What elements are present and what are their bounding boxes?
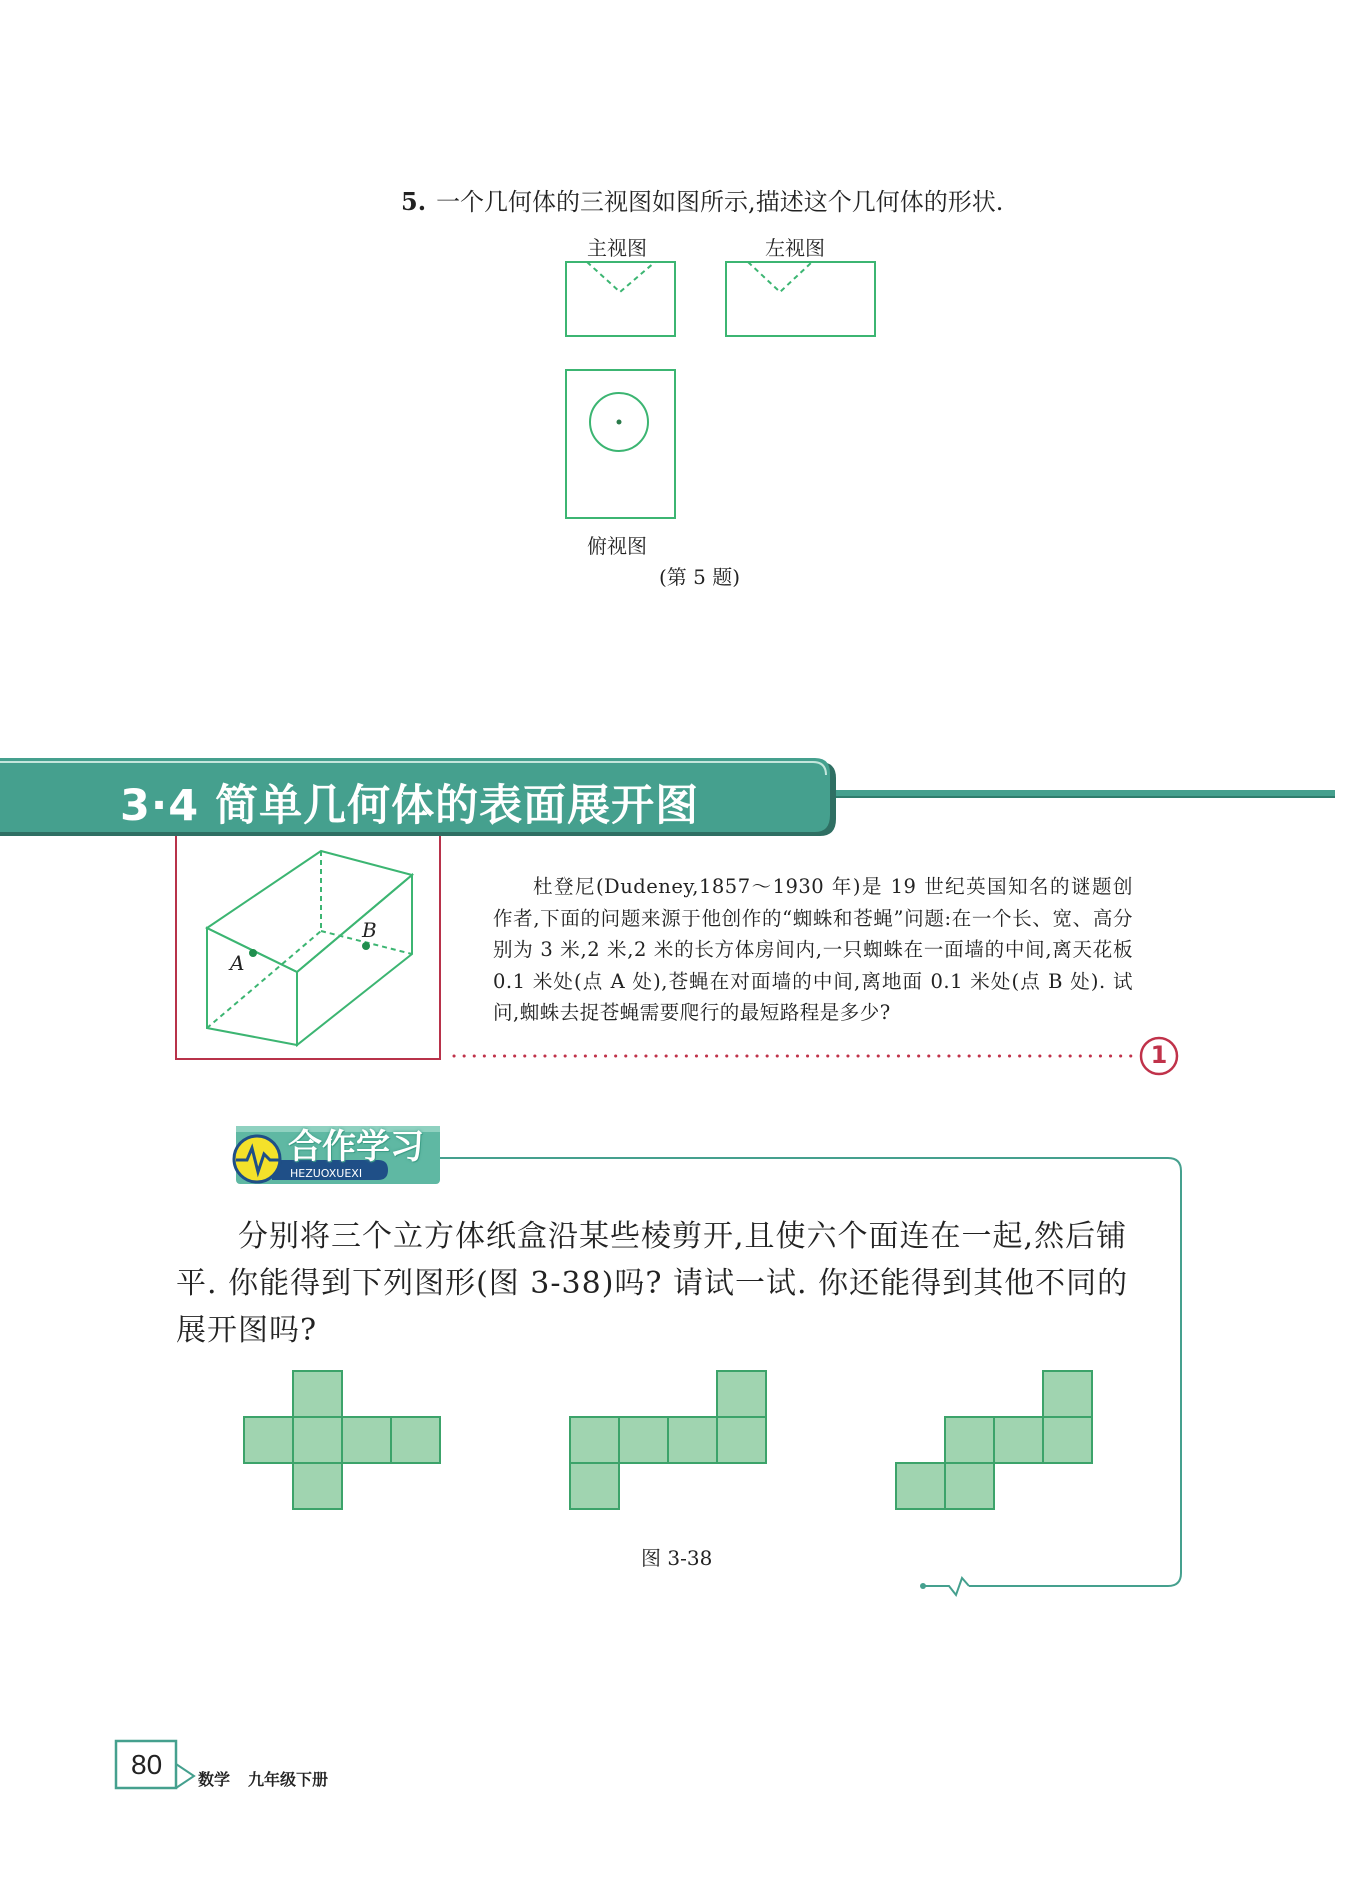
task-paragraph: 分别将三个立方体纸盒沿某些棱剪开,且使六个面连在一起,然后铺平. 你能得到下列图形(图 3-38)吗? 请试一试. 你还能得到其他不同的展开图吗? [176, 1219, 1129, 1348]
problem-text: 一个几何体的三视图如图所示,描述这个几何体的形状. [436, 188, 1004, 216]
story-paragraph: 杜登尼(Dudeney,1857～1930 年)是 19 世纪英国知名的谜题创作者,下面的问题来源于他创作的“蜘蛛和苍蝇”问题:在一个长、宽、高分别为 3 米,2 米,2 米的长方体房间内,一只蜘蛛在一面墙的中间,离天花板 0.1 米处(点 A 处),苍蝇在对面墙的中间,离地面 0.1 米处(点 B 处). 试问,蜘蛛去捉苍蝇需要爬行的最短路程是多少? [493, 875, 1133, 1024]
point-b-label: B [362, 918, 377, 942]
point-a-label: A [230, 951, 245, 975]
front-view-label: 主视图 [587, 236, 647, 260]
figure-caption: 图 3-38 [641, 1546, 713, 1570]
book-name [198, 1767, 328, 1790]
section-title: 3·4 简单几何体的表面展开图 [120, 781, 700, 831]
marker-number: 1 [1150, 1041, 1168, 1069]
cooperative-title: 合作学习 [288, 1127, 424, 1167]
left-view-label: 左视图 [765, 236, 825, 260]
top-view-label: 俯视图 [587, 534, 647, 558]
problem-number: 5. [401, 187, 427, 216]
cooperative-subtitle: HEZUOXUEXI [290, 1167, 363, 1180]
grade-label: 九年级下册 [248, 1770, 329, 1789]
problem-5-caption: (第 5 题) [659, 565, 741, 589]
page-number: 80 [131, 1749, 163, 1780]
subject-label: 数学 [198, 1770, 231, 1789]
